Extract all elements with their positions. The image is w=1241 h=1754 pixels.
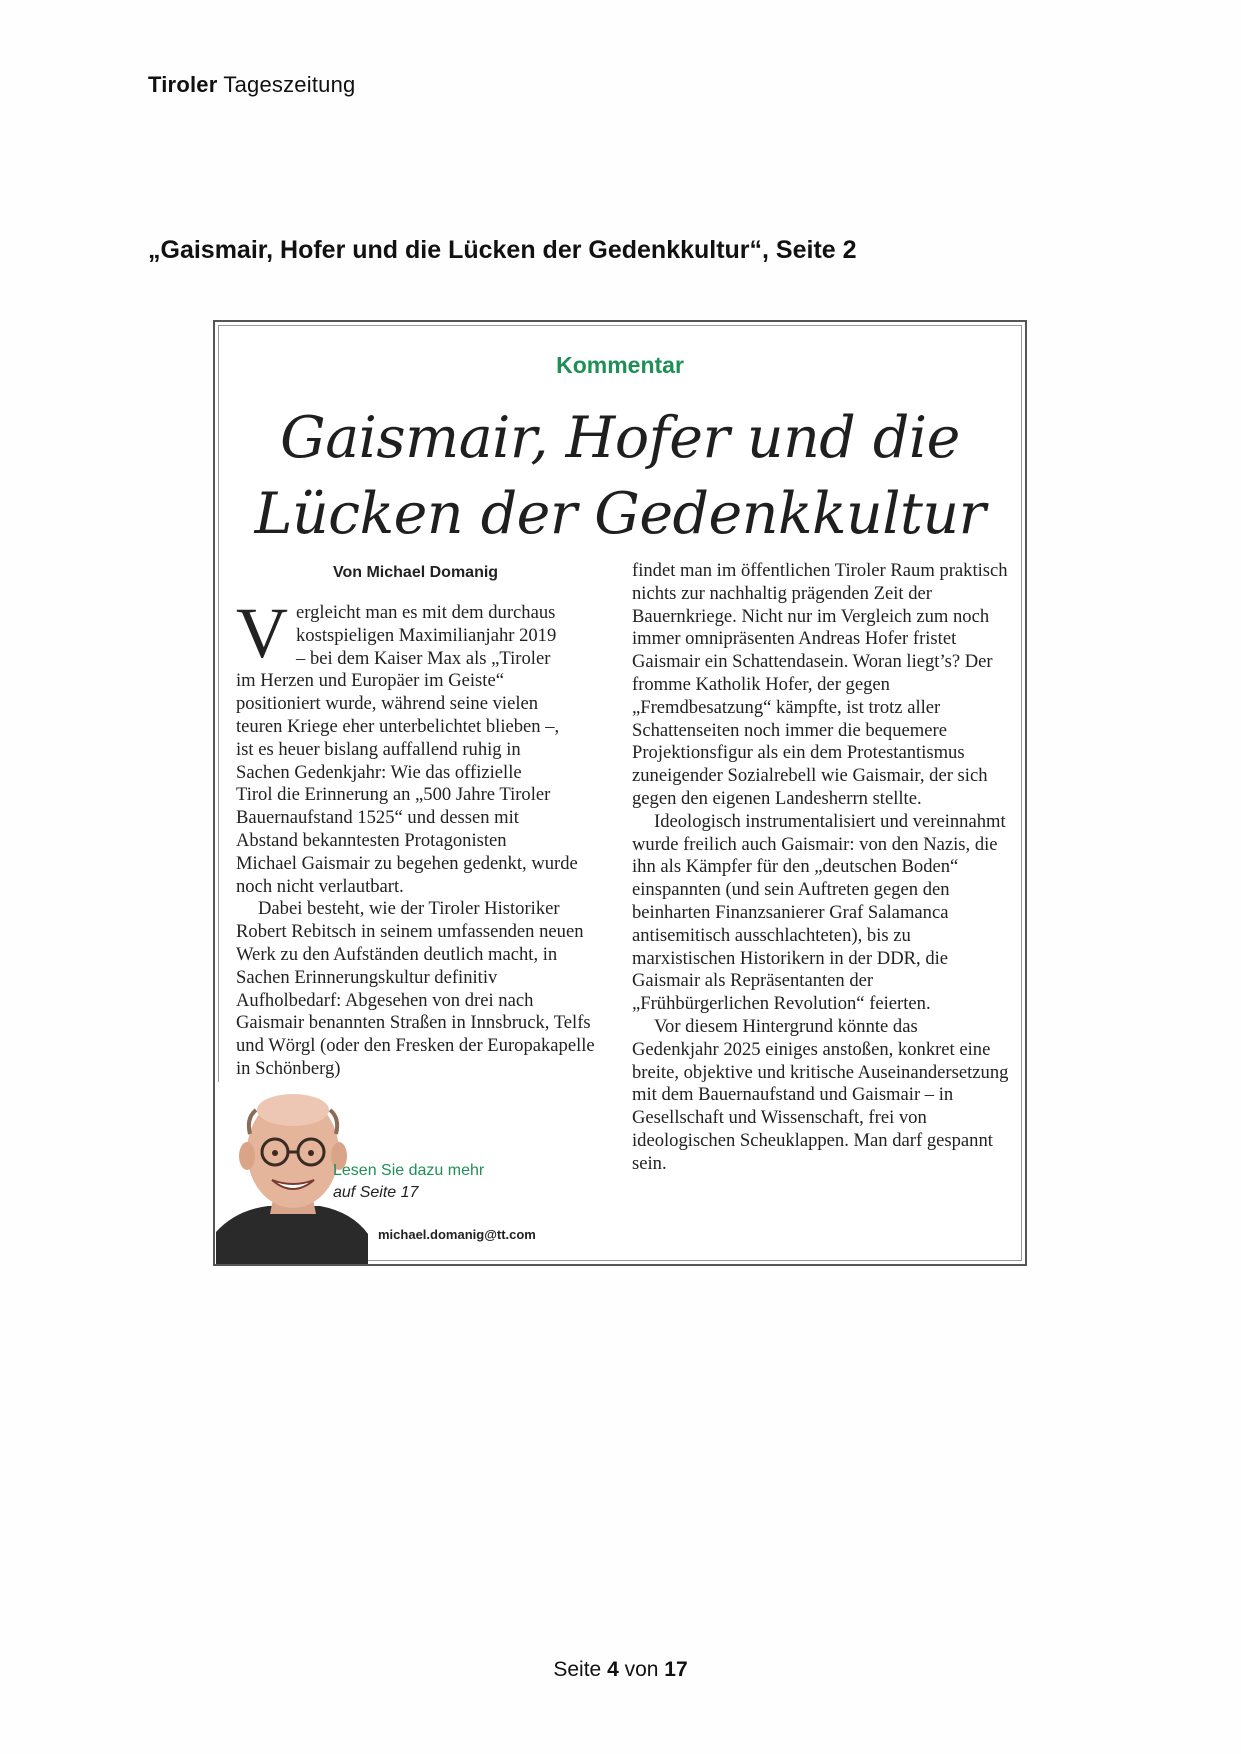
article-kicker: Kommentar	[556, 352, 684, 378]
article-column-right	[632, 560, 1009, 1176]
page-number	[0, 1658, 1241, 1682]
paragraph: Ideologisch instrumentalisiert und vereinnahmt wurde freilich auch Gaismair: von den Nazis, die ihn als Kämpfer für den „deutschen Boden“ einspannten (und sein Auftreten gegen den beinharten Finanzsanierer Graf Salamanca antisemitisch ausschlachteten), bis zu marxistischen Historikern in der DDR, die Gaismair als Repräsentanten der „Frühbürgerlichen Revolution“ feierten.	[632, 810, 1006, 1015]
promo-line-2: auf Seite 17	[333, 1184, 419, 1201]
promo-line-1: Lesen Sie dazu mehr	[333, 1162, 485, 1179]
newspaper-brand	[148, 72, 355, 98]
paragraph: Dabei besteht, wie der Tiroler Historiker Robert Rebitsch in seinem umfassenden neuen Werk zu den Aufständen deutlich macht, in Sachen Erinnerungskultur definitiv Aufholbedarf: Abgesehen von drei nach Gaismair benannten Straßen in Innsbruck, Telfs und Wörgl (oder den Fresken der Europakapelle in Schönberg)	[236, 898, 595, 1079]
paragraph: Vor diesem Hintergrund könnte das Gedenkjahr 2025 einiges anstoßen, konkret eine breite, objektive und kritische Auseinandersetzung mit dem Bauernaufstand und Gaismair – in Gesellschaft und Wissenschaft, frei von ideologischen Scheuklappen. Man darf gespannt sein.	[632, 1015, 1009, 1174]
article-headline	[215, 400, 1025, 552]
document-title: „Gaismair, Hofer und die Lücken der Gedenkkultur“, Seite 2	[148, 236, 857, 264]
article-clipping	[213, 320, 1027, 1266]
page-total: 17	[664, 1658, 688, 1681]
author-email: michael.domanig@tt.com	[378, 1227, 536, 1242]
headline-line-1: Gaismair, Hofer und die	[280, 405, 960, 471]
headline-line-2: Lücken der Gedenkkultur	[254, 481, 986, 547]
column-shape-spacer	[560, 602, 596, 852]
page-prefix: Seite	[553, 1658, 602, 1681]
article-column-left	[236, 593, 596, 1081]
page-current: 4	[607, 1658, 619, 1681]
brand-bold: Tiroler	[148, 72, 218, 97]
brand-rest: Tageszeitung	[223, 72, 356, 97]
drop-cap: V	[236, 593, 288, 673]
article-byline: Von Michael Domanig	[333, 564, 499, 581]
paragraph: findet man im öffentlichen Tiroler Raum praktisch nichts zur nachhaltig prägenden Zeit der Bauernkriege. Nicht nur im Vergleich zum noch immer omnipräsenten Andreas Hofer fristet Gaismair ein Schattendasein. Woran liegt’s? Der fromme Katholik Hofer, der gegen „Fremdbesatzung“ kämpfte, ist trotz aller Schattenseiten noch immer die bequemere Projektionsfigur als ein dem Protestantismus zuneigender Sozialrebell wie Gaismair, der sich gegen den eigenen Landesherrn stellte.	[632, 560, 1008, 809]
promo-teaser	[333, 1160, 484, 1204]
page-middle: von	[624, 1658, 659, 1681]
paragraph: ergleicht man es mit dem durchaus kostspieligen Maximilianjahr 2019 – bei dem Kaiser Max als „Tiroler im Herzen und Europäer im Geiste“ positioniert wurde, während seine vielen teuren Kriege eher unterbelichtet blieben –, ist es heuer bislang auffallend ruhig in Sachen Gedenkjahr: Wie das offizielle Tirol die Erinnerung an „500 Jahre Tiroler Bauernaufstand 1525“ und dessen mit Abstand bekanntesten Protagonisten Michael Gaismair zu begehen gedenkt, wurde noch nicht verlautbart.	[236, 602, 578, 897]
